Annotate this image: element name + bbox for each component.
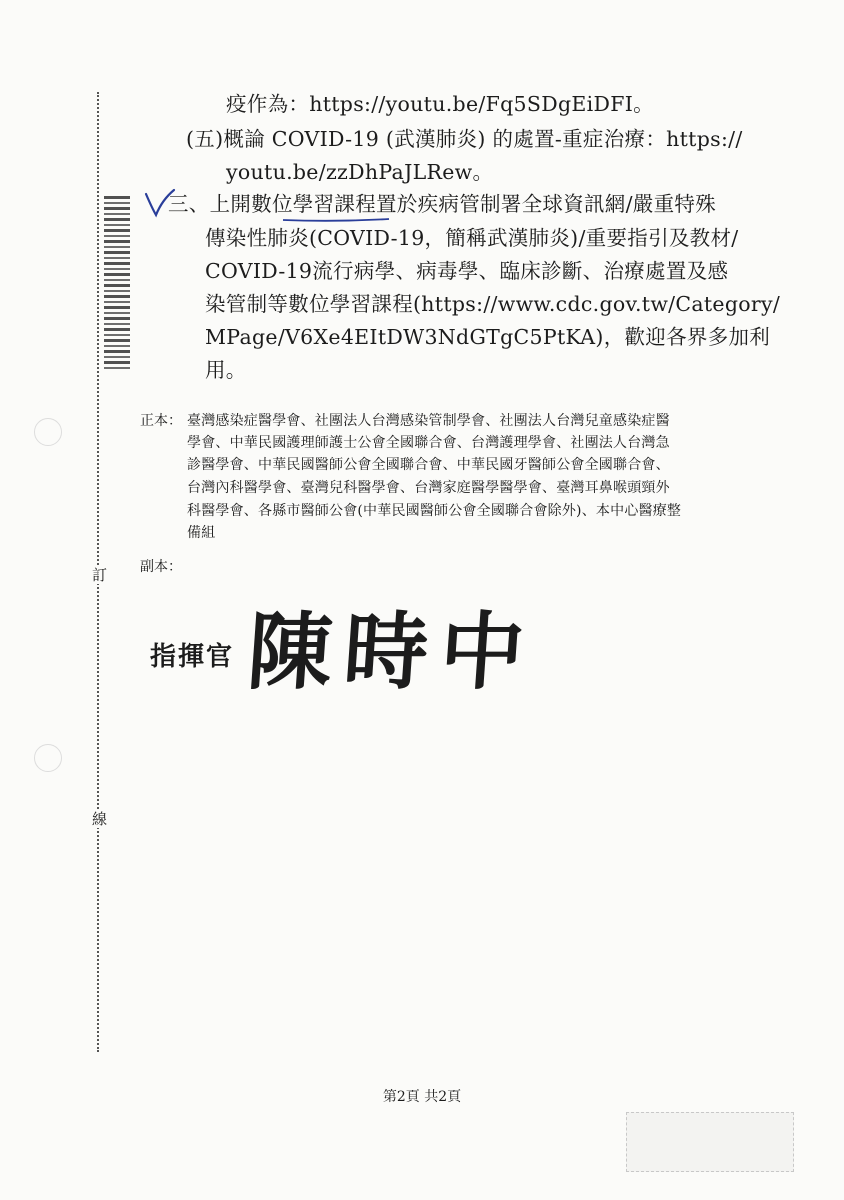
body-line: 三、上開數位學習課程置於疾病管制署全球資訊網/嚴重特殊 [168,192,717,216]
copy-recipient-label: 副本： [140,559,182,575]
body-line: COVID-19流行病學、病毒學、臨床診斷、治療處置及感 [205,259,729,283]
recipient-line: 台灣內科醫學會、臺灣兒科醫學會、台灣家庭醫學醫學會、臺灣耳鼻喉頭頸外 [187,480,670,496]
commander-title: 指揮官 [150,642,235,672]
page-number: 第2頁 共2頁 [382,1089,462,1105]
binding-mark-line: 線 [92,810,108,828]
handwritten-underline [282,218,390,222]
faint-stamp [626,1112,794,1172]
body-line: 疫作為：https://youtu.be/Fq5SDgEiDFI。 [226,92,654,116]
body-line: (五)概論 COVID-19 (武漢肺炎) 的處置-重症治療：https:// [186,127,743,151]
punch-hole [34,418,62,446]
recipient-line: 科醫學會、各縣市醫師公會(中華民國醫師公會全國聯合會除外)、本中心醫療整 [187,503,682,519]
main-recipient-label: 正本： [140,413,182,429]
punch-hole [34,744,62,772]
body-line: 用。 [205,358,247,382]
body-line: 傳染性肺炎(COVID-19，簡稱武漢肺炎)/重要指引及教材/ [205,226,739,250]
recipient-line: 學會、中華民國護理師護士公會全國聯合會、台灣護理學會、社團法人台灣急 [187,435,670,451]
vertical-stamp [104,196,130,372]
binding-mark-staple: 訂 [92,566,108,584]
commander-signature: 陳時中 [244,602,540,701]
body-line: MPage/V6Xe4EItDW3NdGTgC5PtKA)，歡迎各界多加利 [205,325,771,349]
recipient-line: 臺灣感染症醫學會、社團法人台灣感染管制學會、社團法人台灣兒童感染症醫 [187,413,670,429]
recipient-line: 備組 [187,525,216,541]
body-line: youtu.be/zzDhPaJLRew。 [226,160,494,184]
recipient-line: 診醫學會、中華民國醫師公會全國聯合會、中華民國牙醫師公會全國聯合會、 [187,457,670,473]
body-line: 染管制等數位學習課程(https://www.cdc.gov.tw/Category/ [205,292,781,316]
